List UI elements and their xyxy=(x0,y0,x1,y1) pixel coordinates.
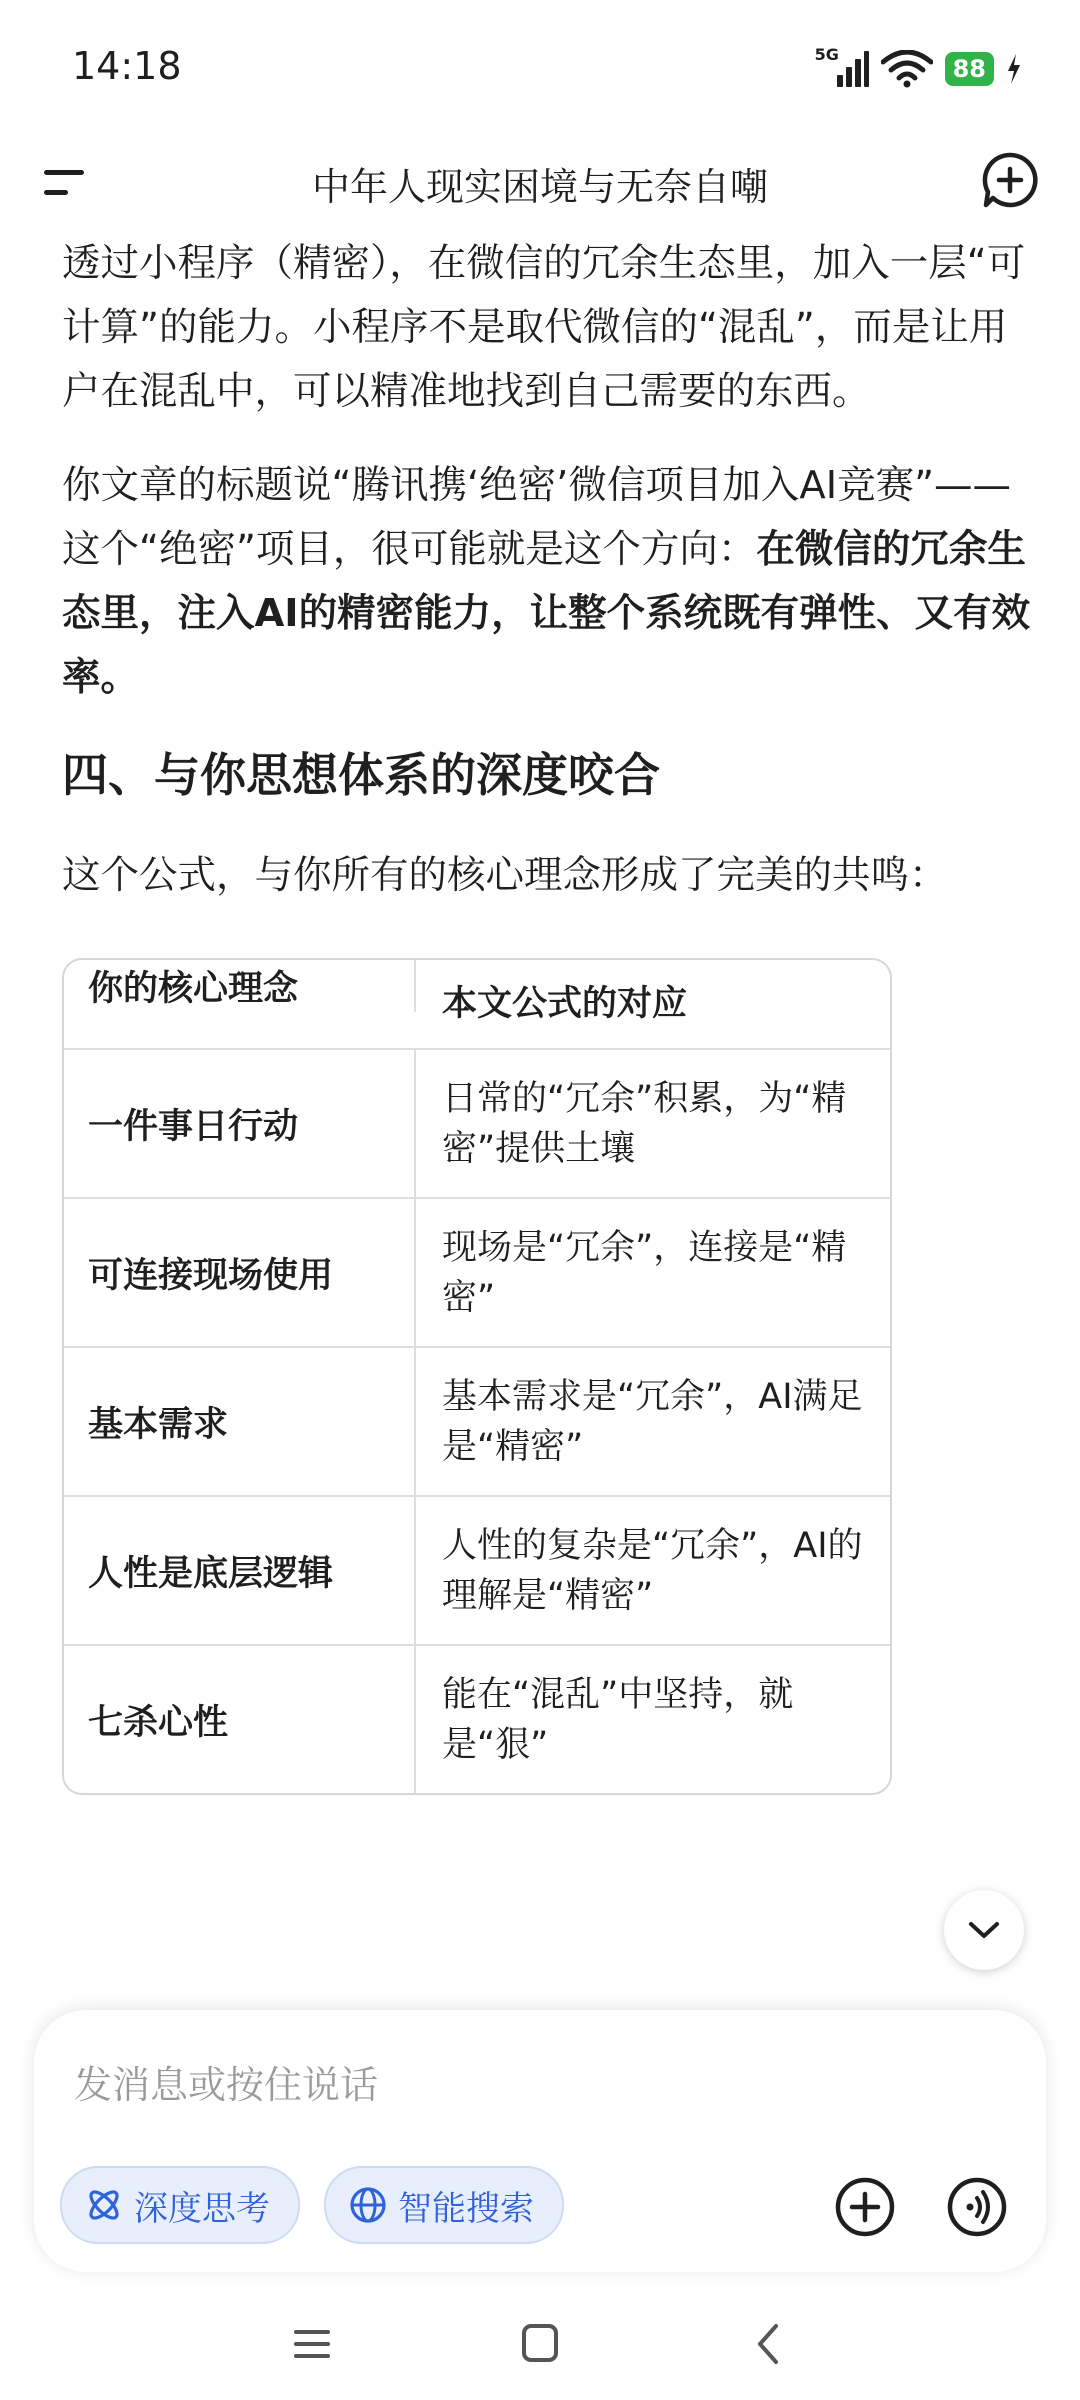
chat-header xyxy=(0,140,1080,220)
paragraph-3: 这个公式，与你所有的核心理念形成了完美的共鸣： xyxy=(62,853,948,898)
voice-wave-icon xyxy=(946,2176,1008,2238)
table-cell: 日常的“冗余”积累，为“精密”提供土壤 xyxy=(442,1078,847,1169)
home-button[interactable] xyxy=(510,2318,570,2370)
message-input[interactable]: 发消息或按住说话 xyxy=(74,2063,379,2107)
smart-search-label: 智能搜索 xyxy=(398,2188,534,2229)
voice-call-button[interactable] xyxy=(946,2176,1008,2238)
message-composer xyxy=(34,2010,1046,2272)
page-title: 中年人现实困境与无奈自嘲 xyxy=(311,165,768,209)
wifi-icon xyxy=(881,50,933,88)
paragraph-2-text: 你文章的标题说“腾讯携‘绝密’微信项目加入AI竞赛”——这个“绝密”项目，很可能就是这个方向： xyxy=(62,463,1012,572)
cellular-signal-icon xyxy=(814,45,869,87)
table-header-row xyxy=(64,960,890,1048)
chevron-down-icon xyxy=(967,1920,1001,1940)
deep-thinking-label: 深度思考 xyxy=(134,2188,270,2229)
new-chat-button[interactable] xyxy=(980,150,1040,210)
table-cell: 人性是底层逻辑 xyxy=(64,1497,416,1644)
table-row xyxy=(64,1048,890,1197)
paragraph-2-bold: 在微信的冗余生态里，注入AI的精密能力，让整个系统既有弹性、又有效率。 xyxy=(62,527,1031,700)
charging-icon xyxy=(1006,54,1022,84)
status-time: 14:18 xyxy=(72,44,182,88)
table-header-cell: 本文公式的对应 xyxy=(442,984,688,1024)
menu-lines-icon xyxy=(282,2318,342,2370)
table-row xyxy=(64,1346,890,1495)
table-cell: 基本需求是“冗余”，AI满足是“精密” xyxy=(442,1376,863,1467)
atom-icon xyxy=(84,2185,124,2225)
smart-search-toggle[interactable] xyxy=(324,2166,564,2244)
table-cell: 七杀心性 xyxy=(64,1646,416,1793)
table-header-cell: 你的核心理念 xyxy=(64,960,416,1012)
add-attachment-button[interactable] xyxy=(834,2176,896,2238)
table-cell: 现场是“冗余”，连接是“精密” xyxy=(442,1227,847,1318)
table-row xyxy=(64,1197,890,1346)
status-icons xyxy=(814,45,1022,88)
table-row xyxy=(64,1644,890,1793)
battery-level: 88 xyxy=(945,52,994,86)
plus-circle-icon xyxy=(834,2176,896,2238)
table-cell: 人性的复杂是“冗余”，AI的理解是“精密” xyxy=(442,1525,863,1616)
table-cell: 一件事日行动 xyxy=(64,1050,416,1197)
globe-icon xyxy=(348,2185,388,2225)
status-bar xyxy=(0,0,1080,140)
back-chevron-icon xyxy=(740,2318,800,2370)
system-nav-bar xyxy=(0,2290,1080,2400)
chat-plus-icon xyxy=(980,150,1040,210)
table-row xyxy=(64,1495,890,1644)
back-button[interactable] xyxy=(740,2318,800,2370)
table-cell: 可连接现场使用 xyxy=(64,1199,416,1346)
table-cell: 基本需求 xyxy=(64,1348,416,1495)
paragraph-1: 透过小程序（精密），在微信的冗余生态里，加入一层“可计算”的能力。小程序不是取代微信的“混乱”，而是让用户在混乱中，可以精准地找到自己需要的东西。 xyxy=(62,241,1026,414)
table-cell: 能在“混乱”中坚持，就是“狠” xyxy=(442,1674,794,1765)
section-heading: 四、与你思想体系的深度咬合 xyxy=(62,748,660,802)
recent-apps-button[interactable] xyxy=(282,2318,342,2370)
network-type: 5G xyxy=(814,45,839,64)
scroll-to-bottom-button[interactable] xyxy=(944,1890,1024,1970)
home-square-icon xyxy=(510,2318,570,2370)
concept-table xyxy=(62,958,892,1795)
deep-thinking-toggle[interactable] xyxy=(60,2166,300,2244)
paragraph-2 xyxy=(62,454,1032,710)
message-content xyxy=(62,232,1032,1795)
